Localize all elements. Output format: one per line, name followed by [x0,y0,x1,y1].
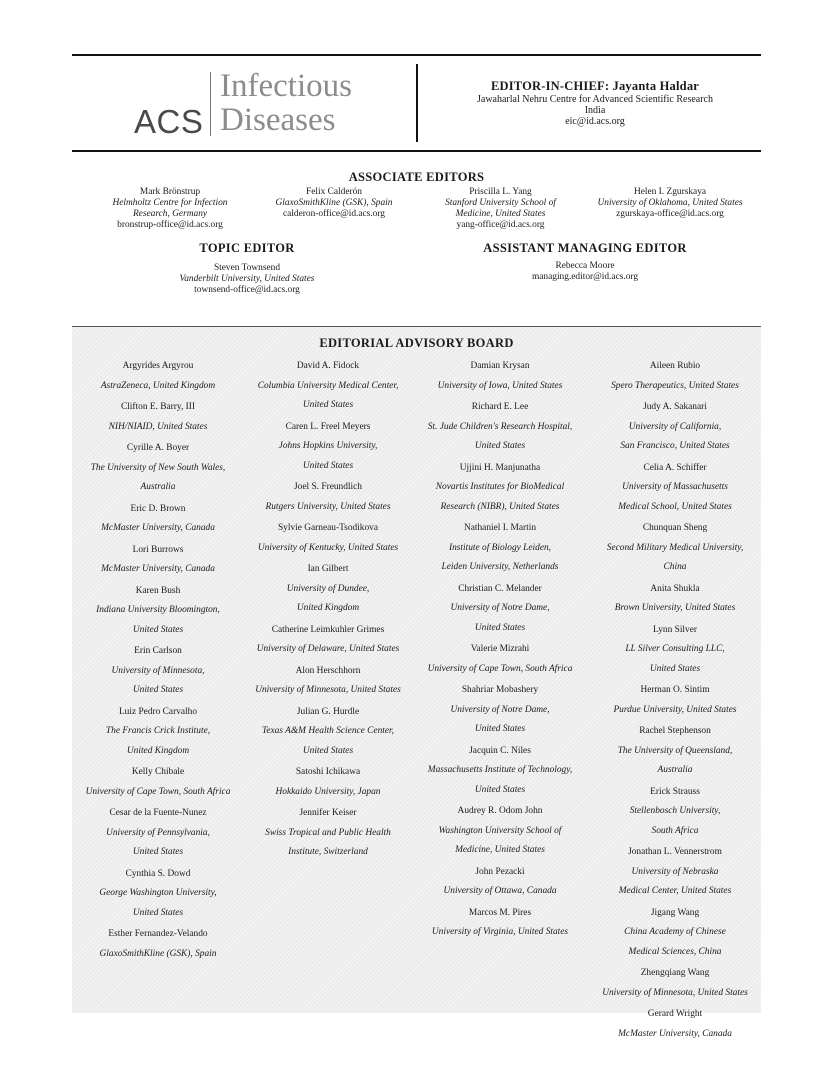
board-member-affiliation: United States [474,724,526,734]
associate-editor [90,187,250,231]
board-member-name: Aileen Rubio [649,361,701,371]
assistant-managing-editor-name: Rebecca Moore [555,261,615,271]
advisory-board-column [72,357,244,966]
board-member [414,398,586,457]
board-member-affiliation: Texas A&M Health Science Center, [261,726,394,736]
topic-editor-email: townsend-office@id.acs.org [194,285,300,295]
advisory-board-heading: EDITORIAL ADVISORY BOARD [319,336,514,350]
board-member-affiliation: United States [649,663,701,674]
board-member-name: Kelly Chibale [131,767,185,777]
board-member-affiliation: University of Iowa, United States [437,380,563,391]
board-member-affiliation: United States [474,622,526,633]
board-member-affiliation: Institute of Biology Leiden, [448,542,552,553]
associate-editor-name: Priscilla L. Yang [469,187,532,197]
board-member [589,519,761,578]
board-member-affiliation: McMaster University, Canada [618,1028,732,1039]
board-member-affiliation: Brown University, United States [614,603,736,613]
board-member [589,357,761,396]
board-member-name: Gerard Wright [647,1009,703,1019]
board-member [242,478,414,517]
board-member-name: Zhengqiang Wang [640,968,710,978]
board-member [242,621,414,660]
associate-editor-email: zgurskaya-office@id.acs.org [616,209,724,219]
board-member-affiliation: Swiss Tropical and Public Health [265,827,391,838]
board-member-affiliation: University of Pennsylvania, [106,827,210,838]
board-member-affiliation: United States [302,460,354,471]
board-member-affiliation: United States [132,847,184,857]
logo-acs-text: ACS [134,103,204,140]
board-member-affiliation: Massachusetts Institute of Technology, [427,765,573,775]
board-member [72,763,244,802]
board-member-affiliation: Medical Sciences, China [628,946,722,957]
board-member-affiliation: University of Minnesota, [111,665,205,676]
board-member [589,904,761,963]
associate-editor-affiliation: GlaxoSmithKline (GSK), Spain [275,198,393,208]
board-member [589,1005,761,1044]
board-member-affiliation: Rutgers University, United States [265,501,391,512]
associate-editor-affiliation: Research, Germany [132,209,208,219]
logo-word-infectious: Infectious [220,68,352,104]
board-member-affiliation: Australia [140,482,176,492]
board-member-name: Jacquin C. Niles [469,745,531,756]
top-rule [72,54,761,56]
board-member-affiliation: University of Notre Dame, [450,603,550,613]
board-member-name: Nathaniel I. Martin [463,523,537,533]
associate-editor-affiliation: Stanford University School of [445,198,556,208]
board-member [414,459,586,518]
board-member [589,722,761,781]
topic-editor-heading: TOPIC EDITOR [199,241,295,255]
board-member [242,662,414,701]
board-member [414,580,586,639]
board-member-affiliation: AstraZeneca, United Kingdom [100,380,216,391]
board-member-name: Anita Shukla [650,583,700,594]
board-member-affiliation: University of California, [628,421,722,432]
board-member-affiliation: Medicine, United States [455,845,545,855]
board-member-name: Christian C. Melander [458,583,542,594]
board-member-affiliation: University of Nebraska [631,866,719,877]
board-member-name: Lynn Silver [652,624,697,635]
board-member-name: Ian Gilbert [307,564,349,574]
associate-editor-affiliation: University of Oklahoma, United States [597,198,743,208]
topic-editor-affiliation: Vanderbilt University, United States [179,274,315,284]
board-member-name: Lori Burrows [132,544,184,555]
advisory-board-column [589,357,761,1046]
board-member-affiliation: United States [474,441,526,451]
associate-editor-email: yang-office@id.acs.org [456,220,545,230]
board-member [414,904,586,943]
board-member-affiliation: University of Massachusetts [622,482,728,492]
associate-editor-name: Mark Brönstrup [139,187,201,197]
board-member [589,843,761,902]
board-member-name: Chunquan Sheng [642,523,708,533]
board-member-name: David A. Fidock [296,361,360,371]
board-member-name: Satoshi Ichikawa [295,767,361,777]
board-member-affiliation: United Kingdom [126,745,190,756]
board-member-name: Celia A. Schiffer [643,462,707,473]
associate-editor-affiliation: Medicine, United States [455,209,546,219]
board-member-affiliation: Novartis Institutes for BioMedical [435,482,565,492]
board-member-affiliation: University of Minnesota, United States [602,987,748,998]
board-member-name: Erick Strauss [650,786,700,797]
board-member [589,621,761,680]
board-member-affiliation: University of Kentucky, United States [257,542,399,553]
board-member [72,804,244,863]
header-bottom-rule [72,150,761,152]
board-member-name: Valerie Mizrahi [470,644,530,654]
board-member [414,640,586,679]
board-member [72,357,244,396]
board-member-name: Audrey R. Odom John [457,806,543,816]
board-member-affiliation: University of Delaware, United States [256,644,400,654]
board-member-affiliation: University of Virginia, United States [431,927,569,937]
board-member-name: Clifton E. Barry, III [120,402,196,412]
board-member-name: Alon Herschhorn [295,665,361,676]
board-member-name: Luiz Pedro Carvalho [118,706,198,717]
associate-editors-heading: ASSOCIATE EDITORS [348,170,485,184]
board-member-affiliation: China Academy of Chinese [624,927,726,937]
board-member-affiliation: Indiana University Bloomington, [96,605,220,615]
board-member-affiliation: San Francisco, United States [620,441,730,451]
logo-divider [210,72,211,136]
board-member-affiliation: University of Cape Town, South Africa [427,663,573,674]
board-member-name: Cesar de la Fuente-Nunez [109,808,207,818]
journal-logo [134,70,374,140]
board-member [72,925,244,964]
editor-in-chief-title: EDITOR-IN-CHIEF: Jayanta Haldar [490,79,700,93]
board-member-name: Jigang Wang [650,907,700,918]
associate-editor-name: Felix Calderón [306,187,362,197]
associate-editor [590,187,750,220]
board-member-affiliation: University of Ottawa, Canada [443,886,557,896]
board-member [242,804,414,863]
board-member-name: Argyrides Argyrou [122,361,194,371]
board-member-affiliation: Hokkaido University, Japan [275,786,381,797]
board-member [72,398,244,437]
board-member-affiliation: United States [132,907,184,918]
associate-editor-affiliation: Helmholtz Centre for Infection [112,198,228,208]
board-member [414,802,586,861]
board-member [242,560,414,619]
board-member-name: Jonathan L. Vennerstrom [628,847,722,857]
board-member-name: Erin Carlson [134,646,182,656]
board-member-affiliation: The University of Queensland, [617,745,733,756]
board-member-affiliation: South Africa [651,825,699,836]
board-member-name: Marcos M. Pires [468,907,532,918]
board-member-affiliation: Johns Hopkins University, [278,441,378,451]
associate-editor-email: calderon-office@id.acs.org [283,209,385,219]
board-member-name: Shahriar Mobashery [461,685,539,695]
board-member-affiliation: Washington University School of [438,825,562,836]
board-member-affiliation: GlaxoSmithKline (GSK), Spain [99,948,217,959]
board-member-affiliation: United States [132,685,184,695]
board-member-affiliation: NIH/NIAID, United States [108,421,208,432]
board-member-affiliation: Institute, Switzerland [288,847,368,857]
board-member [414,519,586,578]
board-member [414,681,586,740]
board-member-name: Richard E. Lee [471,402,529,412]
board-member-name: Herman O. Sintim [640,685,710,695]
board-member [242,519,414,558]
board-member [589,681,761,720]
advisory-board-column [414,357,586,945]
board-member [414,357,586,396]
board-member-affiliation: United Kingdom [296,603,360,613]
advisory-board-column [242,357,414,865]
board-member [242,418,414,477]
board-member-name: Cyrille A. Boyer [126,443,190,453]
board-member-affiliation: United States [302,745,354,756]
board-member [72,703,244,762]
board-member-affiliation: Medical Center, United States [618,886,732,896]
board-member-affiliation: McMaster University, Canada [101,564,215,574]
board-member-name: Ujjini H. Manjunatha [459,462,541,473]
board-member-affiliation: Second Military Medical University, [606,542,744,553]
board-member-name: Karen Bush [135,585,181,596]
board-member [414,742,586,801]
board-member-affiliation: University of Notre Dame, [450,704,550,715]
board-member [589,964,761,1003]
assistant-managing-editor-email: managing.editor@id.acs.org [531,272,639,282]
logo-word-diseases: Diseases [220,102,336,138]
board-member-affiliation: United States [132,624,184,635]
board-member-affiliation: LL Silver Consulting LLC, [625,644,725,654]
board-member [589,459,761,518]
board-member-name: Julian G. Hurdle [296,706,360,717]
board-member-name: Sylvie Garneau-Tsodikova [277,523,379,533]
board-member [72,500,244,539]
board-member-affiliation: Columbia University Medical Center, [257,380,399,391]
board-member-affiliation: University of Minnesota, United States [255,685,401,695]
board-member [589,783,761,842]
board-member-affiliation: McMaster University, Canada [101,523,215,533]
board-member [242,703,414,762]
board-member-name: Catherine Leimkuhler Grimes [271,624,385,635]
board-member-name: Judy A. Sakanari [643,402,707,412]
board-member-affiliation: St. Jude Children's Research Hospital, [427,421,573,432]
board-member-affiliation: The Francis Crick Institute, [105,726,211,736]
associate-editor [254,187,414,220]
board-member [72,541,244,580]
board-member [72,642,244,701]
board-member-name: Rachel Stephenson [639,726,711,736]
board-member-name: Eric D. Brown [130,503,186,514]
associate-editor [418,187,583,231]
board-member [72,582,244,641]
topic-editor-name: Steven Townsend [213,263,281,273]
board-member-affiliation: University of Cape Town, South Africa [85,786,231,797]
board-member-name: Jennifer Keiser [299,808,357,818]
board-member-affiliation: United States [302,400,354,410]
board-member [589,580,761,619]
board-member-name: John Pezacki [475,866,525,877]
editor-in-chief-block [430,79,760,127]
board-member-name: Esther Fernandez-Velando [108,929,208,939]
header-vertical-divider [416,64,418,142]
board-member-affiliation: Leiden University, Netherlands [441,562,559,572]
board-member [242,763,414,802]
board-member [242,357,414,416]
board-member-affiliation: University of Dundee, [286,583,370,594]
editor-in-chief-institution: Jawaharlal Nehru Centre for Advanced Scientific Research [476,94,713,105]
editor-in-chief-country: India [584,105,606,116]
board-member-name: Damian Krysan [470,361,530,371]
board-member-affiliation: The University of New South Wales, [90,462,226,473]
board-member-name: Joel S. Freundlich [294,482,362,492]
assistant-managing-editor [440,261,730,283]
board-member [589,398,761,457]
board-member-affiliation: Australia [657,765,693,775]
editorial-advisory-board [72,326,761,1039]
board-member-name: Caren L. Freel Meyers [285,421,371,432]
associate-editor-name: Helen I. Zgurskaya [633,187,707,197]
board-member-affiliation: Research (NIBR), United States [440,501,560,512]
board-member [72,865,244,924]
board-member-affiliation: Stellenbosch University, [629,806,721,816]
topic-editor [130,263,364,296]
board-member-affiliation: China [663,562,687,572]
board-member [414,863,586,902]
editor-in-chief-email: eic@id.acs.org [565,116,625,127]
board-member-affiliation: United States [474,784,526,795]
board-member-affiliation: George Washington University, [99,888,217,898]
board-member-affiliation: Spero Therapeutics, United States [611,380,739,391]
board-member-name: Cynthia S. Dowd [125,868,191,879]
board-member-affiliation: Purdue University, United States [613,704,737,715]
board-member-affiliation: Medical School, United States [618,501,732,512]
associate-editor-email: bronstrup-office@id.acs.org [117,220,223,230]
board-member [72,439,244,498]
assistant-managing-editor-heading: ASSISTANT MANAGING EDITOR [483,241,687,255]
